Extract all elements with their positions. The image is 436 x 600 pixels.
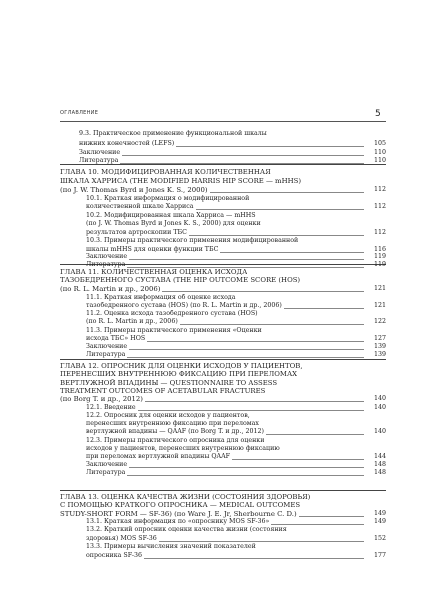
leader-rule (129, 259, 364, 260)
toc-entry-page: 122 (373, 318, 386, 325)
toc-entry-title: шкалы mHHS для оценки функции ТБС (86, 246, 219, 253)
toc-entry-title: Заключение (86, 343, 128, 350)
leader-rule (266, 434, 364, 435)
toc-entry-page: 139 (373, 351, 386, 358)
toc-entry-title: Литература (86, 261, 126, 268)
toc-entry-title: (по J. W. Thomas Byrd и Jones K. S., 2000) (60, 186, 208, 194)
toc-entry-title: STUDY-SHORT FORM — SF-36) (по Ware J. E. Jr, Sherbourne C. D.) (60, 510, 297, 518)
toc-entry-page: 149 (373, 518, 386, 525)
leader-rule (159, 541, 364, 542)
toc-entry-title: Заключение (79, 149, 121, 156)
toc-entry-title: 13.2. Краткий опросник оценки качества жизни (состояния (86, 526, 287, 533)
toc-entry-page: 105 (373, 140, 386, 147)
toc-entry-title: Литература (86, 351, 126, 358)
toc-entry-title: вертлужной впадины — QAAF (по Borg T. и др., 2012) (86, 428, 264, 435)
toc-entry-title: Заключение (86, 253, 128, 260)
toc-entry-title: исхода ТБС» HOS (86, 335, 146, 342)
toc-entry-title: Заключение (86, 461, 128, 468)
toc-entry-title: ГЛАВА 11. КОЛИЧЕСТВЕННАЯ ОЦЕНКА ИСХОДА (60, 268, 248, 276)
leader-rule (129, 467, 364, 468)
toc-entry-title: исходов у пациентов, перенесших внутреннюю фиксацию (86, 445, 280, 452)
leader-rule (180, 324, 364, 325)
toc-entry-page: 148 (373, 461, 386, 468)
toc-entry-page: 144 (373, 453, 386, 460)
toc-entry-title: при переломах вертлужной впадины QAAF (86, 453, 230, 460)
toc-entry-page: 140 (373, 428, 386, 435)
toc-entry-title: ТАЗОБЕДРЕННОГО СУСТАВА (THE HIP OUTCOME SCORE (HOS) (60, 276, 301, 284)
toc-entry-title: ГЛАВА 10. МОДИФИЦИРОВАННАЯ КОЛИЧЕСТВЕННАЯ (60, 168, 271, 176)
toc-entry-title: тазобедренного сустава (HOS) (по R. L. Martin и др., 2006) (86, 302, 282, 309)
toc-entry-page: 110 (373, 157, 386, 164)
toc-entry-title: 11.1. Краткая информация об оценке исхода (86, 294, 236, 301)
toc-entry-page: 121 (373, 302, 386, 309)
leader-rule (271, 524, 364, 525)
toc-entry-page: 112 (373, 203, 386, 210)
toc-entry-title: Литература (86, 469, 126, 476)
leader-rule (220, 252, 364, 253)
leader-rule (162, 291, 364, 292)
toc-entry-title: 9.3. Практическое применение функциональной шкалы (79, 130, 267, 137)
toc-entry-page: 139 (373, 343, 386, 350)
toc-entry-title: (по R. L. Martin и др., 2006) (60, 285, 161, 293)
toc-entry-page: 119 (373, 261, 386, 268)
toc-entry-title: здоровья) MOS SF-36 (86, 535, 157, 542)
leader-rule (210, 192, 364, 193)
leader-rule (147, 341, 364, 342)
toc-entry-title: 12.3. Примеры практического опросника для оценки (86, 437, 265, 444)
toc-entry-title: количественной шкале Харриса (86, 203, 194, 210)
toc-entry-title: перенесших внутреннюю фиксацию при переломах (86, 420, 259, 427)
page-number: 5 (375, 109, 381, 119)
toc-entry-title: С ПОМОЩЬЮ КРАТКОГО ОПРОСНИКА — MEDICAL OUTCOMES (60, 501, 301, 509)
leader-rule (145, 401, 364, 402)
toc-entry-title: 10.2. Модифицированная шкала Харриса — mHHS (86, 212, 256, 219)
toc-entry-title: ГЛАВА 13. ОЦЕНКА КАЧЕСТВА ЖИЗНИ (СОСТОЯНИЯ ЗДОРОВЬЯ) (60, 493, 311, 501)
running-head-title: ОГЛАВЛЕНИЕ (60, 110, 99, 116)
toc-entry-title: опросника SF-36 (86, 552, 142, 559)
toc-entry-title: 10.1. Краткая информация о модифицированной (86, 195, 250, 202)
toc-entry-page: 152 (373, 535, 386, 542)
leader-rule (189, 235, 364, 236)
toc-entry-title: результатов артроскопии ТБС (86, 229, 187, 236)
chapter-separator (60, 359, 386, 360)
leader-rule (284, 308, 364, 309)
toc-entry-page: 140 (373, 395, 386, 402)
toc-entry-title: нижних конечностей (LEFS) (79, 140, 175, 147)
toc-entry-page: 149 (373, 510, 386, 517)
toc-entry-title: ПЕРЕНЕСШИХ ВНУТРЕННЮЮ ФИКСАЦИЮ ПРИ ПЕРЕЛОМАХ (60, 370, 298, 378)
toc-entry-title: ВЕРТЛУЖНОЙ ВПАДИНЫ — QUESTIONNAIRE TO ASSESS (60, 379, 278, 387)
leader-rule (176, 146, 364, 147)
toc-entry-title: (по J. W. Thomas Byrd и Jones K. S., 2000) для оценки (86, 220, 261, 227)
leader-rule (138, 410, 364, 411)
toc-entry-title: (по R. L. Martin и др., 2006) (86, 318, 178, 325)
toc-entry-title: 12.2. Опросник для оценки исходов у пациентов, (86, 412, 250, 419)
toc-entry-title: TREATMENT OUTCOMES OF ACETABULAR FRACTURES (60, 387, 266, 395)
toc-entry-title: (по Borg T. и др., 2012) (60, 395, 143, 403)
toc-entry-title: 12.1. Введение (86, 404, 136, 411)
toc-entry-page: 140 (373, 404, 386, 411)
running-head-rule (60, 121, 386, 122)
leader-rule (144, 558, 364, 559)
toc-entry-title: ГЛАВА 12. ОПРОСНИК ДЛЯ ОЦЕНКИ ИСХОДОВ У ПАЦИЕНТОВ, (60, 362, 303, 370)
toc-entry-title: 11.2. Оценка исхода тазобедренного сустава (HOS) (86, 310, 258, 317)
toc-entry-page: 148 (373, 469, 386, 476)
toc-entry-title: ШКАЛА ХАРРИСА (THE MODIFIED HARRIS HIP SCORE — mHHS) (60, 177, 302, 185)
toc-entry-title: 10.3. Примеры практического применения модифицированной (86, 237, 299, 244)
leader-rule (129, 349, 364, 350)
chapter-separator (60, 490, 386, 491)
toc-entry-title: 13.3. Примеры вычисления значений показателей (86, 543, 256, 550)
leader-rule (232, 459, 364, 460)
leader-rule (122, 155, 364, 156)
leader-rule (127, 475, 364, 476)
toc-entry-title: Литература (79, 157, 119, 164)
toc-entry-page: 127 (373, 335, 386, 342)
toc-entry-page: 112 (373, 229, 386, 236)
leader-rule (299, 516, 364, 517)
toc-entry-title: 11.3. Примеры практического применения «Оценки (86, 327, 262, 334)
toc-entry-page: 116 (373, 246, 386, 253)
toc-entry-page: 112 (373, 186, 386, 193)
leader-rule (127, 357, 364, 358)
toc-entry-title: 13.1. Краткая информация по «опроснику MOS SF-36» (86, 518, 270, 525)
toc-entry-page: 177 (373, 552, 386, 559)
leader-rule (196, 209, 364, 210)
leader-rule (120, 163, 364, 164)
toc-entry-page: 119 (373, 253, 386, 260)
toc-entry-page: 121 (373, 285, 386, 292)
toc-entry-page: 110 (373, 149, 386, 156)
